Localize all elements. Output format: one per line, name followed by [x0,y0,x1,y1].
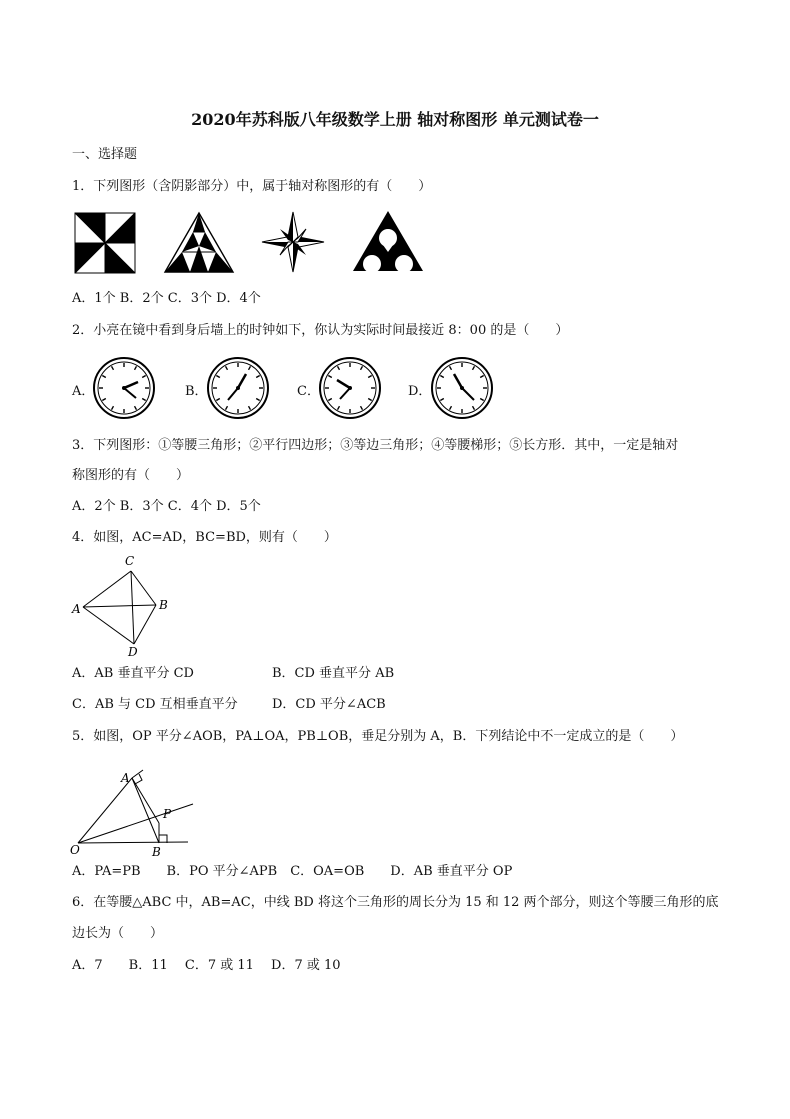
figure-subdivided-triangle [162,210,236,274]
question-3-text-line1: 3．下列图形：①等腰三角形；②平行四边形；③等边三角形；④等腰梯形；⑤长方形．其中，一定是轴对 [72,438,679,453]
point-label-c: C [125,554,135,568]
clock-label-c: C． [297,384,320,399]
figure-compass-star [258,210,328,274]
point-label-a: A [121,771,130,785]
point-label-b: B [152,845,161,858]
question-4-option-d: D．CD 平分∠ACB [272,697,386,712]
question-2-text: 2．小亮在镜中看到身后墙上的时钟如下，你认为实际时间最接近 8：00 的是（ ） [72,323,569,338]
figure-pinwheel [72,210,138,274]
clock-c-icon [318,356,382,420]
question-5-options: A．PA=PB B．PO 平分∠APB C．OA=OB D．AB 垂直平分 OP [72,864,513,879]
point-label-a: A [72,602,81,616]
figure-angle-bisector [68,760,198,858]
question-4-option-c: C．AB 与 CD 互相垂直平分 [72,697,238,712]
question-6-text-line1: 6．在等腰△ABC 中，AB=AC，中线 BD 将这个三角形的周长分为 15 和 12 两个部分，则这个等腰三角形的底 [72,895,719,910]
question-6-options: A．7 B．11 C．7 或 11 D．7 或 10 [72,958,341,973]
question-1-text: 1．下列图形（含阴影部分）中，属于轴对称图形的有（ ） [72,179,432,194]
question-5-text: 5．如图，OP 平分∠AOB，PA⊥OA，PB⊥OB，垂足分别为 A，B．下列结论中不一定成立的是（ ） [72,729,684,744]
clock-a-icon [92,356,156,420]
figure-kite [70,553,170,659]
question-1-options: A．1个 B．2个 C．3个 D．4个 [72,291,261,306]
figure-triangle-circles [350,208,426,274]
question-4-option-b: B．CD 垂直平分 AB [272,666,395,681]
point-label-p: P [163,807,172,821]
clock-label-d: D． [408,384,432,399]
clock-d-icon [430,356,494,420]
point-label-d: D [128,645,138,659]
section-heading: 一、选择题 [72,147,138,162]
point-label-o: O [70,843,80,857]
question-4-text: 4．如图，AC=AD，BC=BD，则有（ ） [72,530,337,545]
clock-b-icon [206,356,270,420]
question-3-text-line2: 称图形的有（ ） [72,468,190,483]
clock-label-a: A． [72,384,95,399]
question-3-options: A．2个 B．3个 C．4个 D．5个 [72,499,261,514]
page-title: 2020年苏科版八年级数学上册 轴对称图形 单元测试卷一 [191,110,599,129]
clock-label-b: B． [185,384,208,399]
point-label-b: B [159,598,168,612]
question-6-text-line2: 边长为（ ） [72,926,164,941]
question-4-option-a: A．AB 垂直平分 CD [72,666,194,681]
